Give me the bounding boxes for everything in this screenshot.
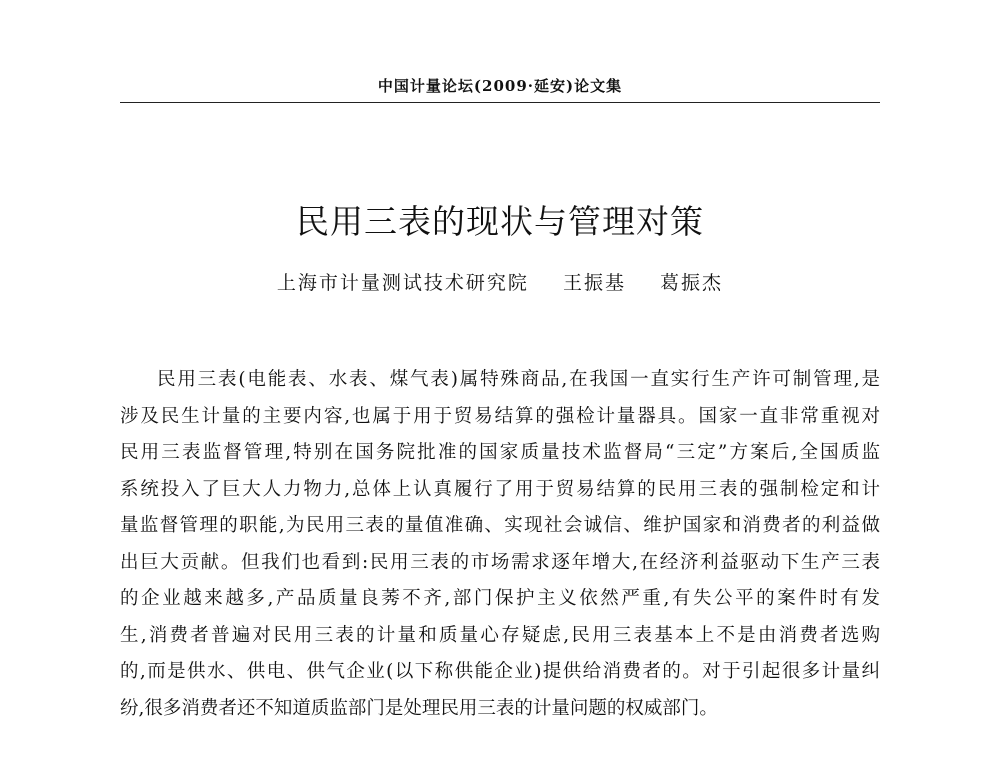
header-rule	[120, 102, 880, 103]
body-line: 民用三表监督管理,特别在国务院批准的国家质量技术监督局“三定”方案后,全国质监	[120, 442, 880, 463]
paper-title: 民用三表的现状与管理对策	[296, 202, 704, 241]
body-line: 系统投入了巨大人力物力,总体上认真履行了用于贸易结算的民用三表的强制检定和计	[120, 478, 880, 500]
body-line: 纷,很多消费者还不知道质监部门是处理民用三表的计量问题的权威部门。	[120, 697, 718, 719]
body-line: 的企业越来越多,产品质量良莠不齐,部门保护主义依然严重,有失公平的案件时有发	[120, 588, 880, 609]
body-line: 生,消费者普遍对民用三表的计量和质量心存疑虑,民用三表基本上不是由消费者选购	[120, 624, 880, 646]
body-paragraph	[120, 362, 880, 727]
institution: 上海市计量测试技术研究院	[276, 272, 529, 294]
body-line: 量监督管理的职能,为民用三表的量值准确、实现社会诚信、维护国家和消费者的利益做	[120, 515, 880, 536]
body-line: 出巨大贡献。但我们也看到:民用三表的市场需求逐年增大,在经济利益驱动下生产三表	[120, 551, 880, 573]
body-line: 的,而是供水、供电、供气企业(以下称供能企业)提供给消费者的。对于引起很多计量纠	[120, 661, 880, 682]
byline	[120, 270, 880, 296]
author-1: 王振基	[562, 272, 626, 294]
body-line: 民用三表(电能表、水表、煤气表)属特殊商品,在我国一直实行生产许可制管理,是	[157, 369, 880, 390]
author-2: 葛振杰	[660, 272, 724, 294]
body-line: 涉及民生计量的主要内容,也属于用于贸易结算的强检计量器具。国家一直非常重视对	[120, 405, 880, 427]
running-header: 中国计量论坛(2009·延安)论文集	[377, 77, 623, 95]
